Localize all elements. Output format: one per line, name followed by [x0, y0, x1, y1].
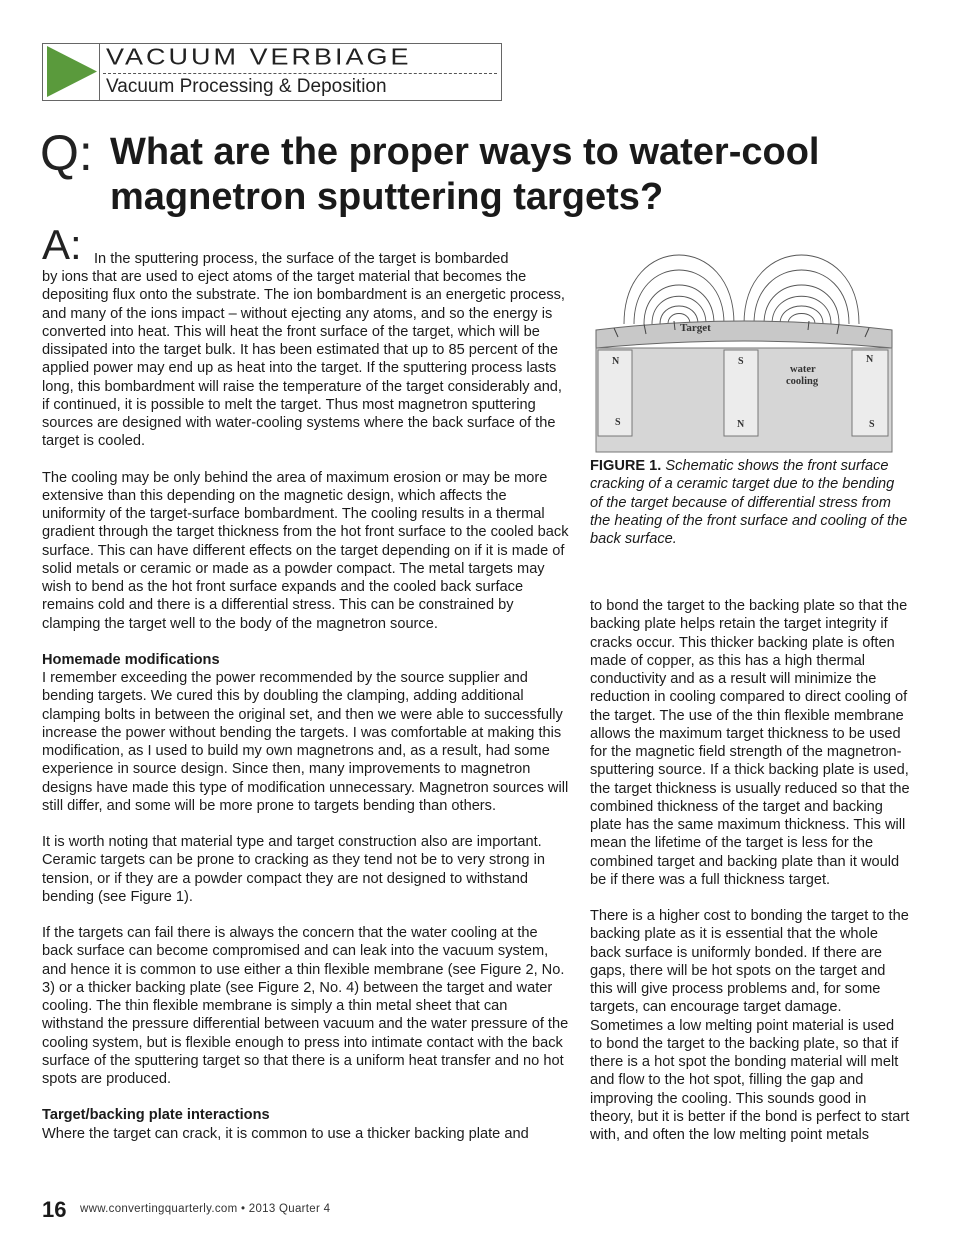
paragraph: The cooling may be only behind the area of maximum erosion or may be more extensive than this depending on the magnetic design, which affects the uniformity of the target-surface bombardment. The cooling results in a thermal gradient through the target thickness from the hot front surface to the cooled back surface. This can have different effects on the target depending on if it is made of solid metals or ceramic or made as a powder compact. The metal targets may wish to bend as the hot front surface expands and the cooled back surface remains cold and there is a differential stress. This can be constrained by clamping the target well to the body of the magnetron source.: [42, 469, 569, 632]
paragraph: If the targets can fail there is always the concern that the water cooling at the back surface can become compromised and can leak into the vacuum system, and hence it is common to use either a thin flexible membrane (see Figure 2, No. 3) or a thicker backing plate (see Figure 2, No. 4) between the target and water cooling. The thin flexible membrane is simply a thin metal sheet that can withstand the pressure differential between vacuum and the water pressure of the cooling system, but is flexible enough to press into intimate contact with the back surface of the sputtering target so that there is a uniform heat transfer and no hot spots are produced.: [42, 925, 569, 1087]
question-marker: Q:: [40, 125, 93, 181]
play-arrow-icon: [43, 44, 99, 99]
magnet-pole-label: S: [615, 417, 621, 428]
field-lines-left: [624, 255, 734, 324]
target-plate: [596, 321, 892, 348]
left-column: [42, 268, 572, 1143]
target-label: Target: [680, 322, 711, 334]
question-heading: What are the proper ways to water-cool magnetron sputtering targets?: [110, 131, 820, 218]
paragraph: There is a higher cost to bonding the target to the backing plate as it is essential that the whole back surface is uniformly bonded. If there are gaps, there will be hot spots on the target and this will give process problems and, for some targets, can encourage target damage. Sometimes a low melting point material is used to bond the target to the backing plate, so that if there is a hot spot the bonding material will melt and flow to the hot spot, filling the gap and improving the cooling. This sounds good in theory, but it is better if the bond is perfect to start with, and often the low melting point metals: [590, 908, 910, 1143]
header-divider: [99, 44, 100, 100]
answer-intro: In the sputtering process, the surface of the target is bombarded: [94, 251, 509, 267]
figure-1-schematic: [594, 242, 894, 456]
magnet-pole-label: N: [612, 356, 620, 367]
footer-info: www.convertingquarterly.com • 2013 Quarter 4: [80, 1203, 331, 1215]
right-column: [590, 597, 910, 1144]
paragraph: by ions that are used to eject atoms of the target material that becomes the depositing flux onto the substrate. The ion bombardment is an energetic process, and many of the ions impact – without ejecting any atoms, and so the energy is converted into heat. This will heat the front surface of the target, which will be dissipated into the target bulk. It has been estimated that up to 85 percent of the applied power may end up as heat into the target. If the sputtering process lasts long, this bombardment will raise the temperature of the target considerably and, if continued, it is possible to melt the target. Thus most magnetron sputtering sources are designed with water-cooling systems where the back surface of the target is cooled.: [42, 269, 565, 450]
paragraph: Where the target can crack, it is common to use a thicker backing plate and: [42, 1125, 529, 1142]
cooling-label: cooling: [786, 376, 819, 387]
answer-marker: A:: [42, 221, 82, 268]
figure-caption-text: Schematic shows the front surface cracking of a ceramic target due to the bending of the target because of differential stress from the heating of the front surface and cooling of the back surface.: [590, 458, 908, 548]
header-dashed-rule: [103, 73, 497, 74]
figure-label: FIGURE 1.: [590, 458, 662, 474]
section-header: [42, 43, 502, 101]
paragraph: It is worth noting that material type and target construction also are important. Ceramic targets can be prone to cracking as they tend not be to very strong in tension, or if they are a powder compact they are not designed to withstand bending (see Figure 1).: [42, 834, 545, 905]
field-lines-right: [744, 255, 859, 324]
magnet-pole-label: N: [866, 354, 874, 365]
page-number: 16: [42, 1197, 67, 1222]
paragraph: to bond the target to the backing plate so that the backing plate helps retain the target integrity if cracks occur. This thicker backing plate is often made of copper, as this has a high thermal conductivity and as a result will minimize the reduction in cooling compared to direct cooling of the target. The use of the thin flexible membrane allows the maximum target thickness to be used for the magnetic field strength of the magnetron-sputtering source. If a thick backing plate is used, the target thickness is usually reduced so that the combined thickness of the target and backing plate has the same maximum thickness. This will mean the lifetime of the target is less for the combined target and backing plate than it would be if there was a full thickness target.: [590, 598, 910, 888]
magnet-pole-label: N: [737, 419, 745, 430]
subheading: Homemade modifications: [42, 651, 220, 668]
water-label: water: [790, 364, 816, 375]
section-title: VACUUM VERBIAGE: [106, 44, 412, 70]
section-subtitle: Vacuum Processing & Deposition: [106, 76, 387, 97]
paragraph: I remember exceeding the power recommended by the source supplier and bending targets. We cured this by doubling the clamping, adding additional clamping bolts in between the original set, and then we were able to successfully increase the power without bending the targets. I was comfortable at making this modification, as I used to build my own magnetrons and, as a result, had some experience in source design. Since then, many improvements to magnetron designs have made this type of modification unnecessary. Magnetron sources will still differ, and some will be more prone to targets bending than others.: [42, 670, 569, 814]
subheading: Target/backing plate interactions: [42, 1107, 270, 1124]
magnet-pole-label: S: [738, 356, 744, 367]
figure-caption: [590, 457, 908, 548]
magnet-pole-label: S: [869, 419, 875, 430]
